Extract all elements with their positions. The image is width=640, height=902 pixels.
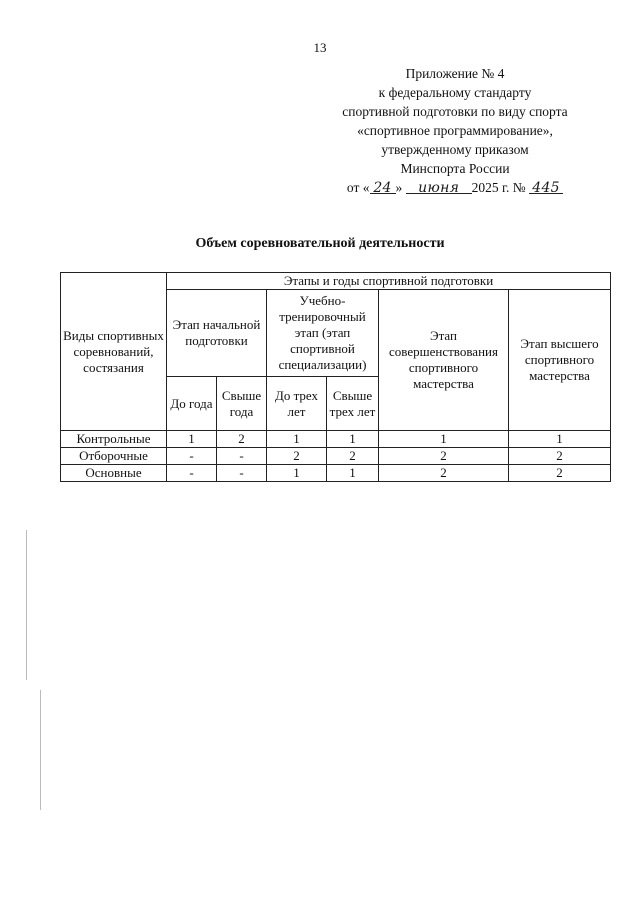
appendix-line: Минспорта России xyxy=(400,161,510,176)
row-label: Основные xyxy=(61,465,167,482)
table-cell: 1 xyxy=(379,431,509,448)
table-cell: 1 xyxy=(167,431,217,448)
table-cell: 1 xyxy=(327,465,379,482)
handwritten-month: июня xyxy=(418,180,460,196)
table-cell: 2 xyxy=(509,448,611,465)
appendix-line: к федеральному стандарту xyxy=(378,85,532,100)
date-prefix: от « xyxy=(346,180,370,195)
order-date-line xyxy=(300,178,610,197)
table-cell: 1 xyxy=(327,431,379,448)
appendix-line: «спортивное программирование», xyxy=(357,123,553,138)
table-header-row xyxy=(61,273,611,290)
table-cell: - xyxy=(167,448,217,465)
handwritten-month-field xyxy=(406,178,472,194)
table-cell: 1 xyxy=(267,465,327,482)
table-cell: 1 xyxy=(267,431,327,448)
scan-artifact xyxy=(26,530,27,680)
table-cell: - xyxy=(217,448,267,465)
table-cell: 2 xyxy=(217,431,267,448)
table-cell: - xyxy=(217,465,267,482)
header-stage-initial: Этап начальной подготовки xyxy=(167,290,267,377)
handwritten-order-field xyxy=(529,178,563,194)
appendix-header xyxy=(300,64,610,197)
table-cell: 2 xyxy=(267,448,327,465)
table-cell: 2 xyxy=(379,448,509,465)
row-label: Отборочные xyxy=(61,448,167,465)
header-stage-improvement: Этап совершенствования спортивного мастерства xyxy=(379,290,509,431)
header-stage-training: Учебно-тренировочный этап (этап спортивной специализации) xyxy=(267,290,379,377)
page-number: 13 xyxy=(313,40,327,55)
appendix-line: спортивной подготовки по виду спорта xyxy=(342,104,568,119)
appendix-line: утвержденному приказом xyxy=(381,142,529,157)
table-cell: 1 xyxy=(509,431,611,448)
header-stages-years: Этапы и годы спортивной подготовки xyxy=(167,273,611,290)
document-title: Объем соревновательной деятельности xyxy=(195,236,445,251)
handwritten-day-field xyxy=(370,178,396,194)
table-cell: 2 xyxy=(379,465,509,482)
header-stage-highest: Этап высшего спортивного мастерства xyxy=(509,290,611,431)
date-quote-close: » xyxy=(395,180,403,195)
competition-volume-table xyxy=(60,272,611,482)
table-cell: - xyxy=(167,465,217,482)
header-up-to-three-years: До трех лет xyxy=(267,377,327,431)
table-row xyxy=(61,431,611,448)
date-year: 2025 г. № xyxy=(471,180,526,195)
appendix-title: Приложение № 4 xyxy=(405,66,505,81)
table-row xyxy=(61,465,611,482)
handwritten-day: 24 xyxy=(373,180,392,196)
table-row xyxy=(61,448,611,465)
table-cell: 2 xyxy=(327,448,379,465)
header-over-three-years: Свыше трех лет xyxy=(327,377,379,431)
header-up-to-year: До года xyxy=(167,377,217,431)
handwritten-order-number: 445 xyxy=(532,180,560,196)
header-over-year: Свыше года xyxy=(217,377,267,431)
table-cell: 2 xyxy=(509,465,611,482)
row-label: Контрольные xyxy=(61,431,167,448)
header-competition-types: Виды спортивных соревнований, состязания xyxy=(61,273,167,431)
scan-artifact xyxy=(40,690,41,810)
